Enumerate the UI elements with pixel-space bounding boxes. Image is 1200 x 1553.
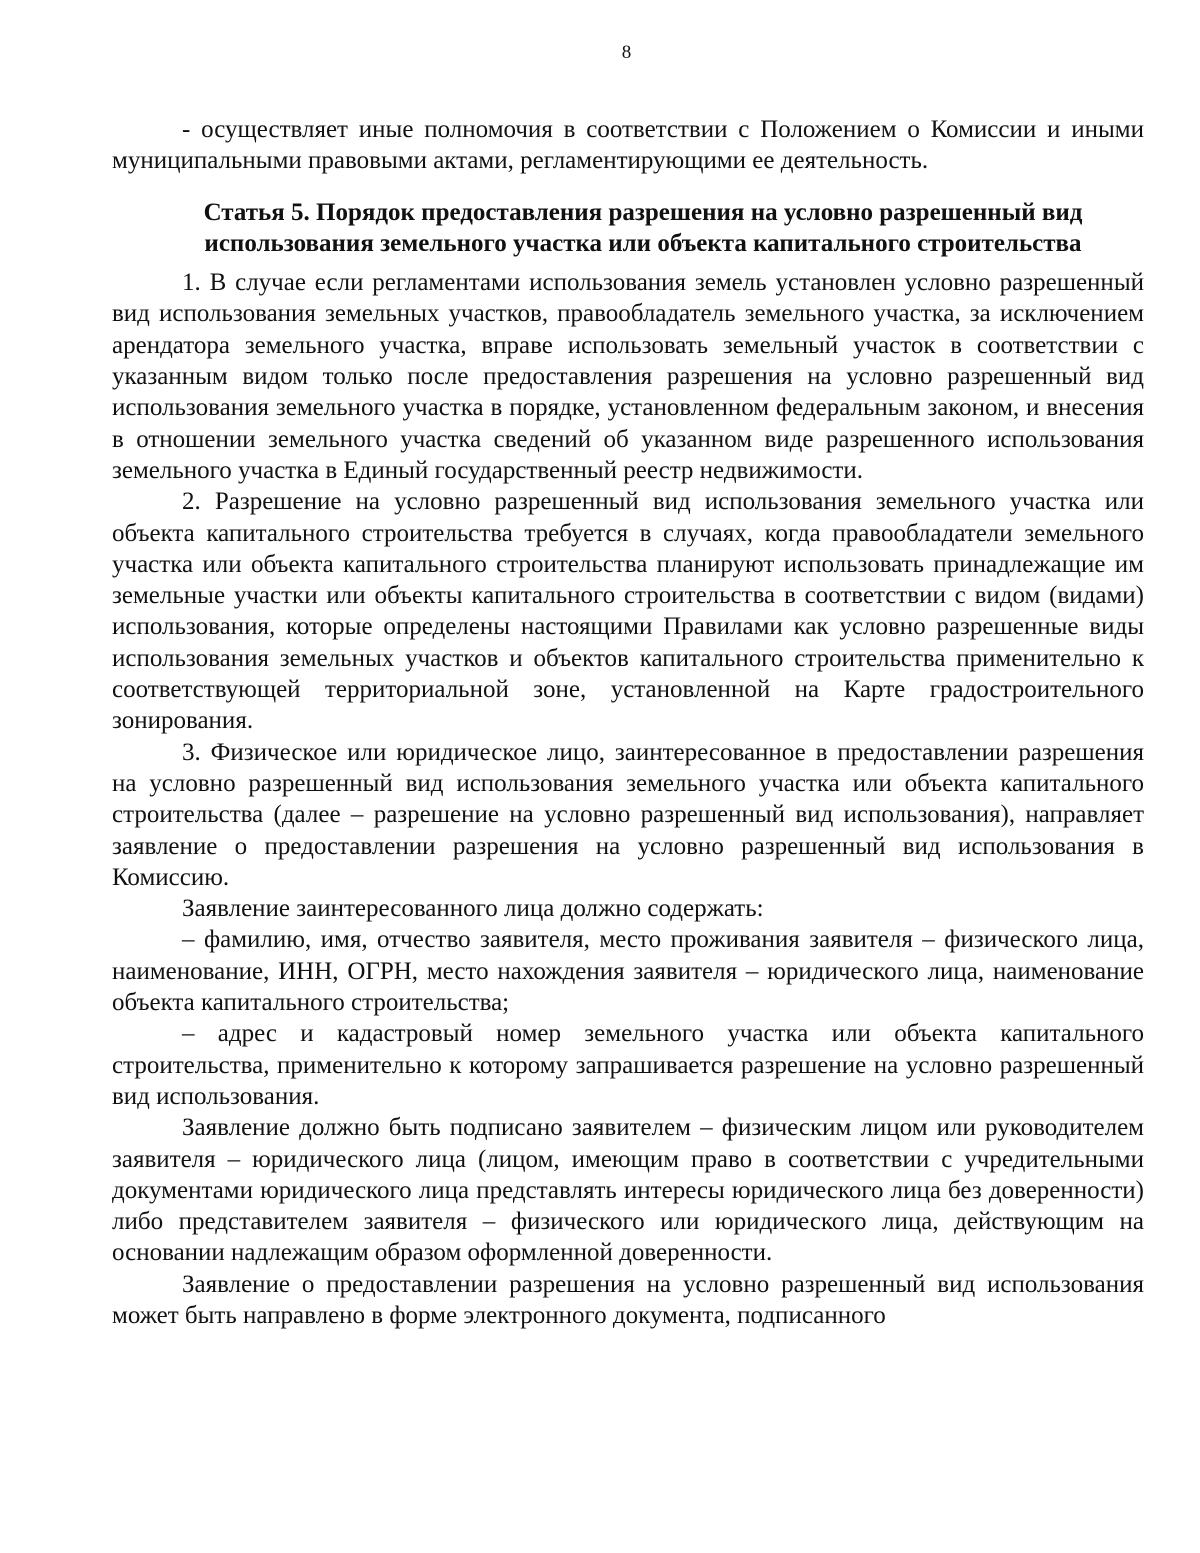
- application-content-lead: Заявление заинтересованного лица должно содержать:: [182, 895, 764, 923]
- article-heading-line: Статья 5. Порядок предоставления разрешения на условно разрешенный вид: [203, 198, 1083, 226]
- list-item: – адрес и кадастровый номер земельного участка или объекта капитального строительства, применительно к которому запрашивается разрешение на условно разрешенный вид использования.: [112, 1020, 1144, 1110]
- document-body: [112, 114, 1144, 1331]
- page-number: 8: [621, 42, 632, 63]
- intro-paragraph: - осуществляет иные полномочия в соответствии с Положением о Комиссии и иными муниципальными правовыми актами, регламентирующими ее деятельность.: [112, 116, 1144, 175]
- paragraph-1: 1. В случае если регламентами использования земель установлен условно разрешенный вид использования земельных участков, правообладатель земельного участка, за исключением арендатора земельного участка, вправе использовать земельный участок в соответствии с указанным видом только после предоставления разрешения на условно разрешенный вид использования земельного участка в порядке, установленном федеральным законом, и внесения в отношении земельного участка сведений об указанном виде разрешенного использования земельного участка в Единый государственный реестр недвижимости.: [112, 269, 1144, 484]
- paragraph-3: 3. Физическое или юридическое лицо, заинтересованное в предоставлении разрешения на условно разрешенный вид использования земельного участка или объекта капитального строительства (далее – разрешение на условно разрешенный вид использования), направляет заявление о предоставлении разрешения на условно разрешенный вид использования в Комиссию.: [112, 738, 1144, 891]
- list-item: – фамилию, имя, отчество заявителя, место проживания заявителя – физического лица, наименование, ИНН, ОГРН, место нахождения заявителя – юридического лица, наименование объекта капитального строительства;: [112, 926, 1144, 1017]
- article-heading: [112, 197, 1144, 260]
- electronic-form-paragraph: Заявление о предоставлении разрешения на условно разрешенный вид использования может быть направлено в форме электронного документа, подписанного: [112, 1270, 1144, 1329]
- article-heading-line: использования земельного участка или объекта капитального строительства: [204, 229, 1082, 257]
- signature-requirement-paragraph: Заявление должно быть подписано заявителем – физическим лицом или руководителем заявителя – юридического лица (лицом, имеющим право в соответствии с учредительными документами юридического лица представлять интересы юридического лица без доверенности) либо представителем заявителя – физического или юридического лица, действующим на основании надлежащим образом оформленной доверенности.: [112, 1114, 1144, 1267]
- paragraph-2: 2. Разрешение на условно разрешенный вид использования земельного участка или объекта капитального строительства требуется в случаях, когда правообладатели земельного участка или объекта капитального строительства планируют использовать принадлежащие им земельные участки или объекты капитального строительства в соответствии с видом (видами) использования, которые определены настоящими Правилами как условно разрешенные виды использования земельных участков и объектов капитального строительства применительно к соответствующей территориальной зоне, установленной на Карте градостроительного зонирования.: [112, 488, 1144, 735]
